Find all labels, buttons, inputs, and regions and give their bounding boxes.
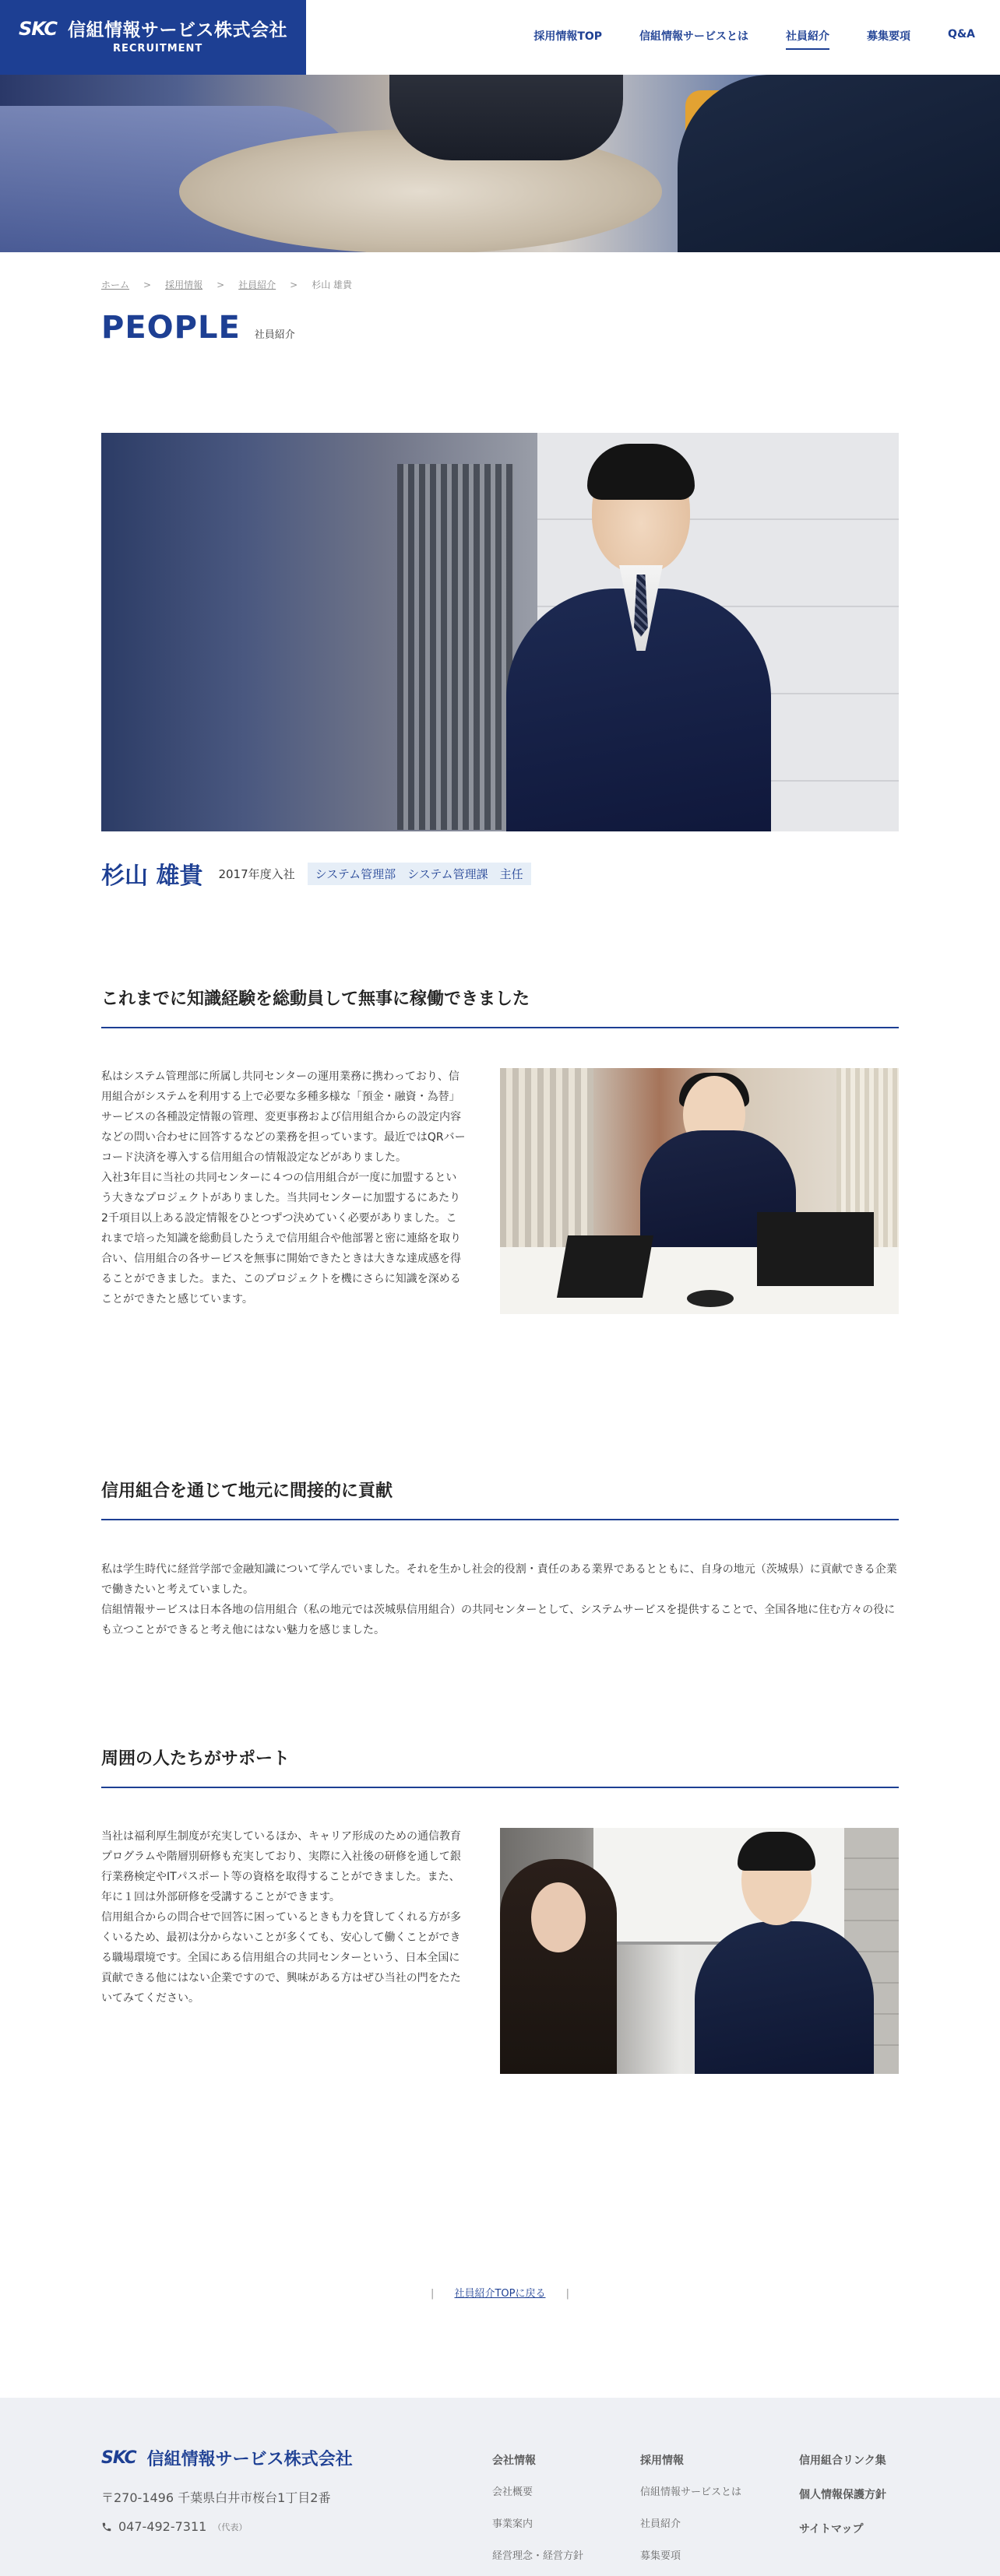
profile-info <box>101 856 531 891</box>
employee-name: 杉山 雄貴 <box>101 863 203 890</box>
footer-link[interactable]: 募集要項 <box>640 2550 681 2562</box>
nav-qa[interactable]: Q&A <box>948 28 975 40</box>
footer-address: 〒270-1496 千葉県白井市桜台1丁目2番 <box>101 2490 331 2505</box>
tel-number[interactable]: 047-492-7311 <box>118 2519 207 2534</box>
tel-note: （代表） <box>213 2522 248 2532</box>
section-body <box>101 1067 467 1309</box>
paragraph: 当社は福利厚生制度が充実しているほか、キャリア形成のための通信教育プログラムや階層別研修も充実しており、実際に入社後の研修を通して銀行業務検定やITパスポート等の資格を取得することができました。また、年に１回は外部研修を受講することができます。 <box>101 1830 461 1903</box>
breadcrumb-people[interactable]: 社員紹介 <box>238 279 276 290</box>
nav-about[interactable]: 信組情報サービスとは <box>639 30 749 43</box>
page-title <box>101 310 295 346</box>
nav-recruit-top[interactable]: 採用情報TOP <box>533 30 603 43</box>
footer-link[interactable]: 信用組合リンク集 <box>799 2455 886 2467</box>
phone-icon <box>101 2522 112 2532</box>
nav-requirements[interactable]: 募集要項 <box>867 30 911 43</box>
department-badge: システム管理部 システム管理課 主任 <box>308 863 531 885</box>
footer-link[interactable]: サイトマップ <box>799 2523 864 2536</box>
paragraph: 入社3年目に当社の共同センターに４つの信用組合が一度に加盟するという大きなプロジェクトがありました。当共同センターに加盟するにあたり2千項目以上ある設定情報をひとつずつ決めていく必要がありました。これまで培った知識を総動員したうえで信用組合や他部署と密に連絡を取り合い、信用組合の各サービスを無事に開始できたときは大きな達成感を得ることができました。また、このプロジェクトを機にさらに知識を深めることができたと感じています。 <box>101 1172 461 1306</box>
paragraph: 私は学生時代に経営学部で金融知識について学んでいました。それを生かし社会的役割・責任のある業界であるとともに、自身の地元（茨城県）に貢献できる企業で働きたいと考えていました。 <box>101 1563 897 1596</box>
site-footer <box>0 2398 1000 2576</box>
chevron-right-icon: > <box>217 279 225 290</box>
site-logo[interactable] <box>0 0 306 75</box>
footer-tel <box>101 2519 247 2534</box>
back-to-people-top-link[interactable]: 社員紹介TOPに戻る <box>454 2288 546 2300</box>
footer-col-misc <box>799 2452 886 2555</box>
breadcrumb-current: 杉山 雄貴 <box>312 279 353 290</box>
paragraph: 信組情報サービスは日本各地の信用組合（私の地元では茨城県信用組合）の共同センターとして、システムサービスを提供することで、全国各地に住む方々の役にも立つことができると考え他にはない魅力を感じました。 <box>101 1604 896 1636</box>
skc-logo-mark: SKC <box>101 2448 136 2468</box>
section-body <box>101 1559 899 1640</box>
company-name: 信組情報サービス株式会社 <box>67 20 287 40</box>
breadcrumb-recruit[interactable]: 採用情報 <box>165 279 203 290</box>
recruitment-label: RECRUITMENT <box>113 43 203 54</box>
footer-link[interactable]: 事業案内 <box>492 2518 533 2530</box>
footer-col-recruit <box>640 2452 741 2576</box>
footer-link[interactable]: 経営理念・経営方針 <box>492 2550 584 2562</box>
profile-photo <box>101 433 899 831</box>
footer-col-heading[interactable]: 採用情報 <box>640 2455 684 2467</box>
footer-company-name: 信組情報サービス株式会社 <box>146 2450 353 2469</box>
section-title: 信用組合を通じて地元に間接的に貢献 <box>101 1478 899 1520</box>
section-title: 周囲の人たちがサポート <box>101 1745 899 1788</box>
global-nav <box>533 28 975 50</box>
hero-image <box>0 75 1000 252</box>
page-title-en: PEOPLE <box>101 310 241 346</box>
footer-col-company <box>492 2452 583 2576</box>
back-link-row: | 社員紹介TOPに戻る | <box>430 2288 570 2300</box>
chevron-right-icon: > <box>143 279 152 290</box>
footer-link[interactable]: 会社概要 <box>492 2486 533 2498</box>
chevron-right-icon: > <box>290 279 298 290</box>
footer-link[interactable]: 社員紹介 <box>640 2518 681 2530</box>
meeting-photo <box>500 1068 899 1314</box>
paragraph: 私はシステム管理部に所属し共同センターの運用業務に携わっており、信用組合がシステムを利用する上で必要な多種多様な「預金・融資・為替」サービスの各種設定情報の管理、変更事務および信用組合からの設定内容などの問い合わせに回答するなどの業務を担っています。最近ではQRバーコード決済を導入する信用組合の情報設定などがありました。 <box>101 1070 466 1164</box>
section-body <box>101 1826 467 2008</box>
paragraph: 信用組合からの問合せで回答に困っているときも力を貸してくれる方が多くいるため、最初は分からないことが多くても、安心して働くことができる職場環境です。全国にある信用組合の共同センターという、日本全国に貢献できる他にはない企業ですので、興味がある方はぜひ当社の門をたたいてみてください。 <box>101 1911 461 2005</box>
site-header <box>0 0 1000 75</box>
nav-people[interactable]: 社員紹介 <box>786 28 829 50</box>
breadcrumb-home[interactable]: ホーム <box>101 279 130 290</box>
footer-link[interactable]: 個人情報保護方針 <box>799 2489 886 2501</box>
footer-logo[interactable] <box>101 2446 353 2470</box>
skc-logo-mark: SKC <box>19 17 57 40</box>
join-year: 2017年度入社 <box>218 866 295 881</box>
footer-col-heading[interactable]: 会社情報 <box>492 2455 536 2467</box>
page-title-ja: 社員紹介 <box>254 329 295 341</box>
support-photo <box>500 1828 899 2074</box>
footer-link[interactable]: 信組情報サービスとは <box>640 2486 742 2498</box>
breadcrumb <box>101 278 352 291</box>
section-title: これまでに知識経験を総動員して無事に稼働できました <box>101 986 899 1028</box>
